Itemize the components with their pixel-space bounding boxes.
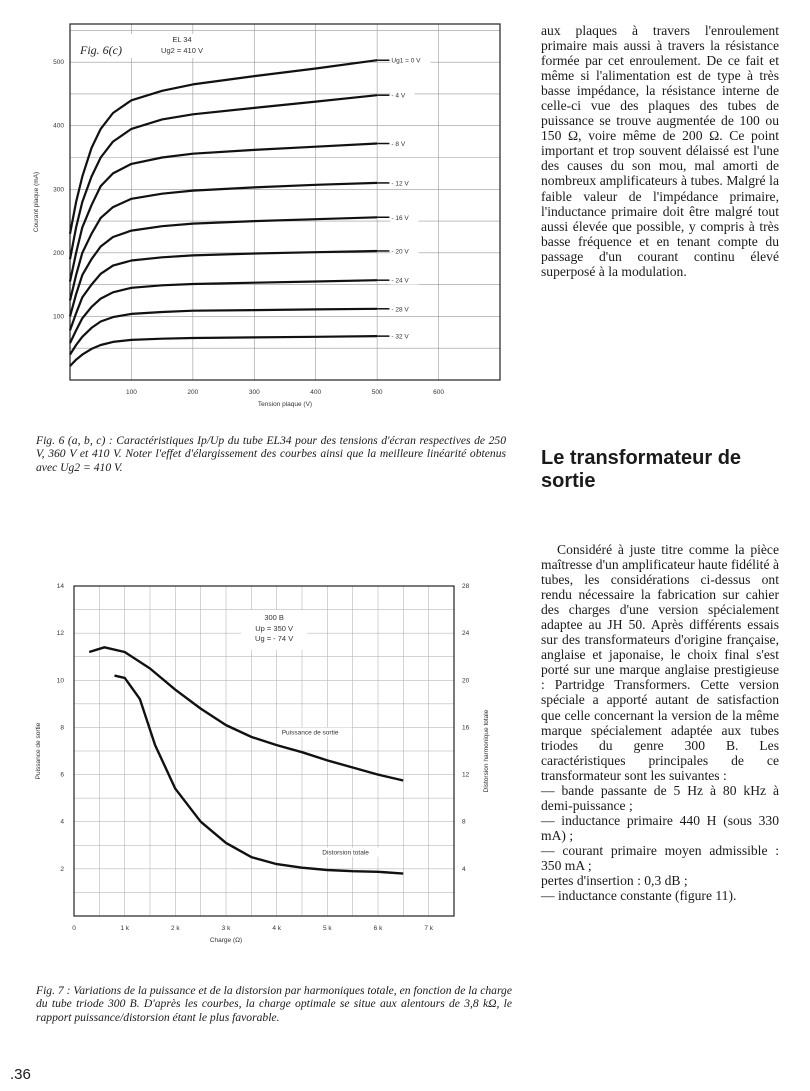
series-line xyxy=(70,217,377,316)
y-tick-label-left: 2 xyxy=(60,865,64,873)
y-tick-label-left: 4 xyxy=(60,818,64,826)
right-column-top xyxy=(541,23,779,279)
x-tick-label: 4 k xyxy=(272,925,282,932)
series-label: - 32 V xyxy=(391,333,409,341)
screen-voltage: Ug2 = 410 V xyxy=(161,46,203,55)
series-line xyxy=(70,309,377,355)
tube-name: EL 34 xyxy=(172,35,192,44)
series-label: - 4 V xyxy=(391,92,406,100)
series-line xyxy=(70,95,377,259)
x-tick-label: 0 xyxy=(72,925,76,932)
x-axis-label: Tension plaque (V) xyxy=(257,401,313,408)
fig7-chart xyxy=(30,578,500,950)
y-tick-label-left: 8 xyxy=(60,724,64,732)
y-axis-label: Courant plaque (mA) xyxy=(33,171,40,233)
y-tick-label-right: 24 xyxy=(462,630,470,638)
plot-frame xyxy=(70,24,500,380)
x-tick-label: 6 k xyxy=(373,925,383,932)
page-number: .36 xyxy=(10,1066,31,1083)
y-tick-label-right: 12 xyxy=(462,771,470,779)
series-label: - 24 V xyxy=(391,277,409,285)
spec-item: — inductance primaire 440 H (sous 330 mA) ; xyxy=(541,812,779,843)
y-tick-label-right: 20 xyxy=(462,677,470,685)
series-label: - 28 V xyxy=(391,306,409,314)
series-label: Puissance de sortie xyxy=(281,729,339,737)
section-heading: Le transformateur de sortie xyxy=(541,447,742,492)
spec-item: — bande passante de 5 Hz à 80 kHz à demi-puissance ; xyxy=(541,782,779,813)
y-tick-label: 500 xyxy=(53,59,64,67)
series-label: Distorsion totale xyxy=(322,849,369,857)
x-tick-label: 7 k xyxy=(424,925,434,932)
paragraph-1: aux plaques à travers l'enroulement primaire mais aussi à travers la résistance formée par cet enroulement. De ce fait et même si l'alimentation est de type à très basse impédance, la résistance interne de celle-ci vue des plaques des tubes de puissance se trouve augmentée de 100 ou 150 Ω, voire même de 200 Ω. Ce point important et trop souvent délaissé est l'une des causes du son mou, mal amorti de nombreux amplificateurs à tubes. Malgré la faible valeur de l'impédance primaire, l'inductance primaire doit être malgré tout aussi élevée que possible, y compris à très basse fréquence et en tenant compte du passage d'un courant continu élevé superposé à la modulation. xyxy=(541,23,779,279)
series-line xyxy=(89,647,403,780)
figure-7 xyxy=(30,578,500,950)
x-tick-label: 600 xyxy=(433,389,445,396)
condition-text: Up = 350 V xyxy=(255,624,294,633)
series-label: Ug1 = 0 V xyxy=(391,57,421,65)
fig6-chart xyxy=(30,20,510,410)
series-line xyxy=(70,280,377,343)
series-label: - 16 V xyxy=(391,214,409,222)
series-line xyxy=(70,336,377,366)
fig7-caption: Fig. 7 : Variations de la puissance et de la distorsion par harmoniques totale, en fonction de la charge du tube triode 300 B. D'après les courbes, la charge optimale se situe aux alentours de 3,8 kΩ, le rapport puissance/distorsion étant le plus favorable. xyxy=(36,984,512,1024)
y-tick-label-right: 16 xyxy=(462,724,470,732)
spec-item: — courant primaire moyen admissible : 350 mA ; xyxy=(541,842,779,873)
x-tick-label: 200 xyxy=(187,389,199,396)
condition-text: Ug = - 74 V xyxy=(255,634,294,643)
y-tick-label-left: 10 xyxy=(56,677,64,685)
fig6-caption: Fig. 6 (a, b, c) : Caractéristiques Ip/Up du tube EL34 pour des tensions d'écran respectives de 250 V, 360 V et 410 V. Noter l'effet d'élargissement des courbes ainsi que la meilleure linéarité obtenus avec Ug2 = 410 V. xyxy=(36,434,506,474)
series-label: - 12 V xyxy=(391,180,409,188)
y-tick-label-right: 8 xyxy=(462,818,466,826)
right-column-bottom xyxy=(541,542,779,903)
x-axis-label: Charge (Ω) xyxy=(209,937,243,944)
spec-item: — inductance constante (figure 11). xyxy=(541,888,737,904)
x-tick-label: 300 xyxy=(248,389,260,396)
figure-6c xyxy=(30,20,510,410)
x-tick-label: 500 xyxy=(371,389,383,396)
y-tick-label: 200 xyxy=(53,249,64,257)
y-tick-label-left: 14 xyxy=(56,583,64,590)
series-label: - 20 V xyxy=(391,248,409,256)
y-axis-label-left: Puissance de sortie xyxy=(35,722,42,780)
x-tick-label: 5 k xyxy=(322,925,332,932)
x-tick-label: 2 k xyxy=(170,925,180,932)
y-axis-label-right: Distorsion harmonique totale xyxy=(483,709,490,793)
y-tick-label: 300 xyxy=(53,186,64,194)
x-tick-label: 3 k xyxy=(221,925,231,932)
y-tick-label-right: 28 xyxy=(462,583,470,590)
y-tick-label-left: 6 xyxy=(60,771,64,779)
series-line xyxy=(70,144,377,282)
y-tick-label: 100 xyxy=(53,313,64,321)
figure-label: Fig. 6(c) xyxy=(80,43,122,57)
x-tick-label: 400 xyxy=(310,389,322,396)
x-tick-label: 1 k xyxy=(120,925,130,932)
y-tick-label-left: 12 xyxy=(56,630,64,638)
series-label: - 8 V xyxy=(391,141,406,149)
tube-name: 300 B xyxy=(264,613,284,622)
y-tick-label-right: 4 xyxy=(462,865,466,873)
y-tick-label: 400 xyxy=(53,122,64,130)
spec-item: pertes d'insertion : 0,3 dB ; xyxy=(541,873,688,889)
paragraph-2: Considéré à juste titre comme la pièce maîtresse d'un amplificateur haute fidélité à tubes, les considérations ci-dessus ont rendu nécessaire la fabrication sur cahier des charges d'une version spécialement adaptee au JH 50. Après différents essais sur des transformateurs d'origine française, anglaise et japonaise, le choix final s'est porté sur une marque anglaise prestigieuse : Partridge Transformers. Cette version spéciale a apporté autant de satisfaction que celle concernant la version de la même marque spécialement adaptée aux tubes triodes du genre 300 B. Les caractéristiques principales de ce transformateur sont les suivantes : xyxy=(541,542,779,783)
x-tick-label: 100 xyxy=(125,389,137,396)
